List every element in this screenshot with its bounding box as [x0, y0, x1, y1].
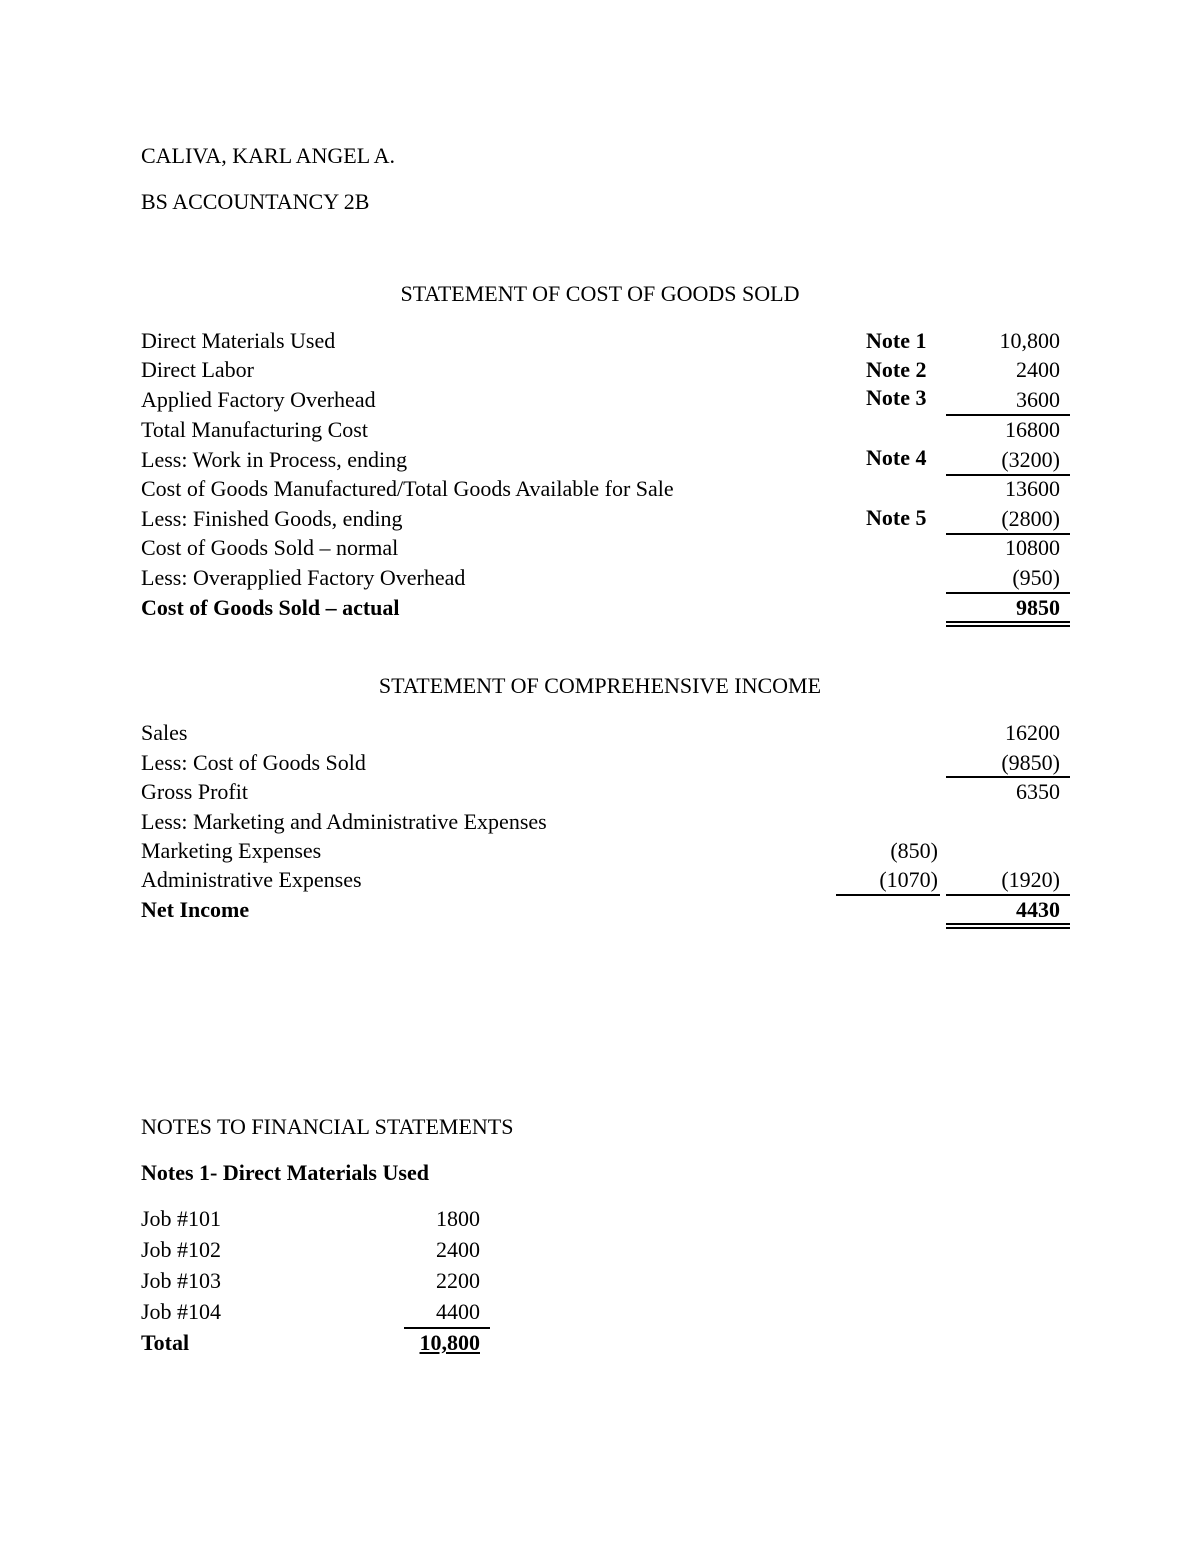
- income-row-sub-amount: (850): [890, 838, 938, 863]
- cogs-total-amount: 9850: [1016, 595, 1060, 620]
- income-row-amount: 16200: [1005, 720, 1060, 745]
- double-rule-line: [946, 625, 1070, 627]
- cogs-row-note: Note 2: [866, 357, 927, 382]
- notes-title: NOTES TO FINANCIAL STATEMENTS: [141, 1114, 514, 1139]
- cogs-row-label: Less: Overapplied Factory Overhead: [141, 565, 466, 590]
- note-row-label: Job #103: [141, 1268, 222, 1293]
- cogs-row-amount: (2800): [1001, 506, 1060, 531]
- cogs-row-label: Direct Labor: [141, 357, 254, 382]
- cogs-row-amount: (950): [1012, 565, 1060, 590]
- cogs-row-amount: (3200): [1001, 447, 1060, 472]
- cogs-row-amount: 10800: [1005, 535, 1060, 560]
- cogs-row-label: Cost of Goods Sold – normal: [141, 535, 399, 560]
- double-rule-line: [946, 923, 1070, 925]
- note-row-label: Job #104: [141, 1299, 222, 1324]
- student-course: BS ACCOUNTANCY 2B: [141, 189, 370, 214]
- income-row-amount: (1920): [1001, 867, 1060, 892]
- rule-line: [946, 894, 1070, 896]
- income-row-label: Sales: [141, 720, 188, 745]
- cogs-row-label: Cost of Goods Manufactured/Total Goods Available for Sale: [141, 476, 674, 501]
- net-income-label: Net Income: [141, 897, 250, 922]
- cogs-row-note: Note 4: [866, 445, 927, 470]
- cogs-row-amount: 16800: [1005, 417, 1060, 442]
- income-row-label: Gross Profit: [141, 779, 248, 804]
- income-title: STATEMENT OF COMPREHENSIVE INCOME: [378, 673, 822, 698]
- note1-title: Notes 1- Direct Materials Used: [141, 1160, 429, 1185]
- note-row-amount: 1800: [436, 1206, 480, 1231]
- income-row-amount: (9850): [1001, 750, 1060, 775]
- note-total-label: Total: [141, 1330, 190, 1355]
- income-row-label: Less: Cost of Goods Sold: [141, 750, 366, 775]
- income-row-amount: 6350: [1016, 779, 1060, 804]
- cogs-row-label: Less: Finished Goods, ending: [141, 506, 403, 531]
- double-rule-line: [946, 927, 1070, 929]
- cogs-row-label: Applied Factory Overhead: [141, 387, 376, 412]
- net-income-amount: 4430: [1016, 897, 1060, 922]
- cogs-row-amount: 2400: [1016, 357, 1060, 382]
- note-total-amount: 10,800: [419, 1330, 480, 1355]
- rule-line: [836, 894, 940, 896]
- note-row-label: Job #102: [141, 1237, 222, 1262]
- cogs-title: STATEMENT OF COST OF GOODS SOLD: [400, 281, 800, 306]
- rule-line: [946, 592, 1070, 594]
- cogs-row-label: Total Manufacturing Cost: [141, 417, 368, 442]
- income-row-label: Administrative Expenses: [141, 867, 362, 892]
- cogs-row-label: Less: Work in Process, ending: [141, 447, 408, 472]
- income-row-label: Marketing Expenses: [141, 838, 322, 863]
- student-name: CALIVA, KARL ANGEL A.: [141, 143, 396, 168]
- note-row-amount: 2400: [436, 1237, 480, 1262]
- note-row-label: Job #101: [141, 1206, 222, 1231]
- rule-line: [946, 776, 1070, 778]
- income-row-sub-amount: (1070): [879, 867, 938, 892]
- note-row-amount: 4400: [436, 1299, 480, 1324]
- cogs-row-amount: 10,800: [999, 328, 1060, 353]
- cogs-total-label: Cost of Goods Sold – actual: [141, 595, 400, 620]
- cogs-row-amount: 3600: [1016, 387, 1060, 412]
- double-rule-line: [946, 621, 1070, 623]
- cogs-row-label: Direct Materials Used: [141, 328, 336, 353]
- rule-line: [946, 414, 1070, 416]
- rule-line: [404, 1327, 490, 1329]
- cogs-row-amount: 13600: [1005, 476, 1060, 501]
- note-row-amount: 2200: [436, 1268, 480, 1293]
- cogs-row-note: Note 1: [866, 328, 927, 353]
- income-row-label: Less: Marketing and Administrative Expenses: [141, 809, 547, 834]
- cogs-row-note: Note 5: [866, 505, 927, 530]
- cogs-row-note: Note 3: [866, 385, 927, 410]
